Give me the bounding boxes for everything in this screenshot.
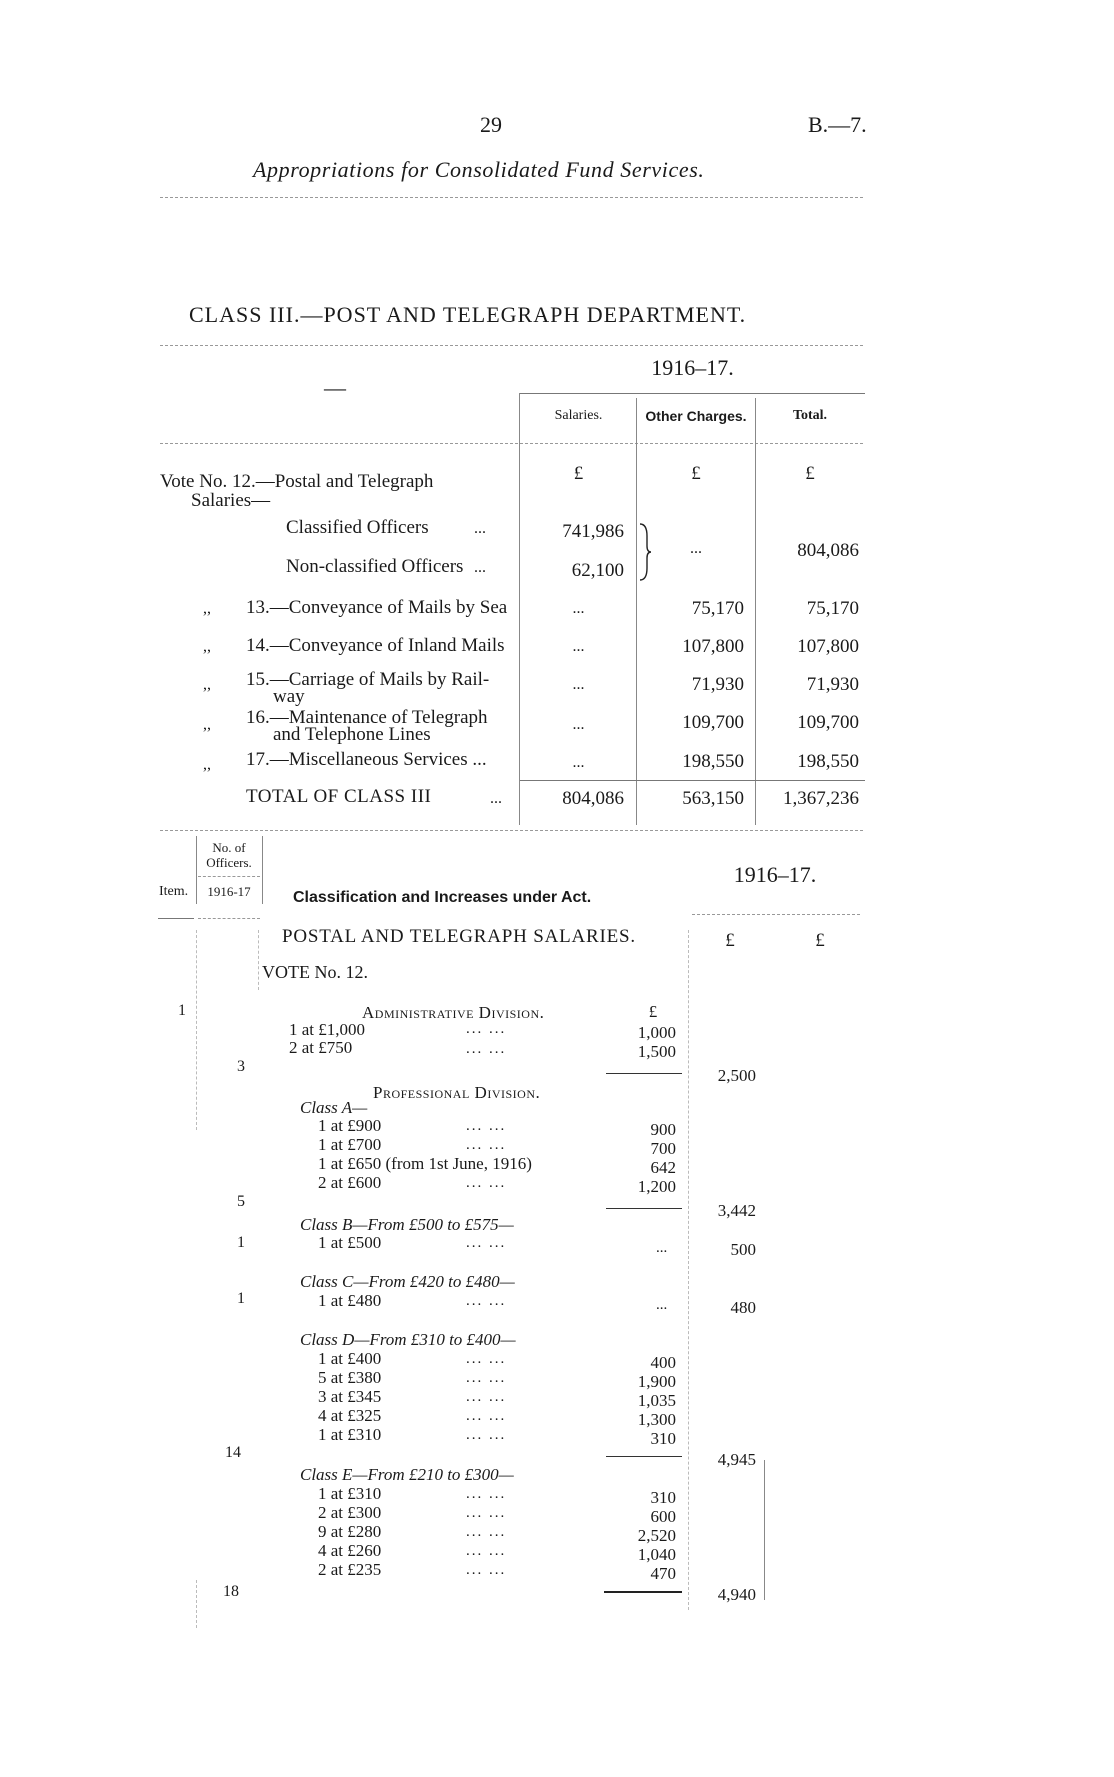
class-d-line-4-label: 4 at £325 [318,1406,382,1425]
ditto-mark: ,, [203,716,211,733]
currency-salaries: £ [573,463,584,484]
class-d-line-2-dots: ... ... [466,1370,507,1386]
class-d-line-3-label: 3 at £345 [318,1387,382,1406]
row-total: 71,930 [806,674,859,695]
brace-icon [638,522,652,582]
nonclassified-officers-label: Non-classified Officers [286,556,464,577]
class-c-amount-dots: ... [656,1297,668,1313]
class-e-line-5-label: 2 at £235 [318,1560,382,1579]
ditto-mark: ,, [203,638,211,655]
admin-line-2-amount: 1,500 [637,1042,676,1061]
professional-division-heading: Professional Division. [373,1083,541,1102]
class-c-heading: Class C—From £420 to £480— [300,1272,515,1291]
officers-header-line1: No. of [212,840,246,855]
class-d-subtotal-rule [606,1456,682,1457]
class-c-officers: 1 [237,1290,245,1307]
row-salaries: ... [572,638,585,655]
class-d-line-1-amount: 400 [650,1353,676,1372]
page-number: 29 [480,112,502,137]
row-label-cont: way [273,686,305,707]
class-e-officers: 18 [223,1583,239,1600]
class-a-heading: Class A— [300,1098,368,1117]
class-b-line-dots: ... ... [466,1235,507,1251]
class-d-line-2-amount: 1,900 [637,1372,676,1391]
currency-subtotal-col: £ [725,930,735,951]
admin-line-2-label: 2 at £750 [289,1038,353,1057]
col-total-header: Total. [792,408,828,423]
class-d-line-4-amount: 1,300 [637,1410,676,1429]
row-total: 107,800 [797,636,859,657]
nonclassified-officers-dots: ... [474,559,486,576]
currency-other: £ [691,463,701,484]
vote12-total: 804,086 [797,540,859,561]
class-d-line-5-dots: ... ... [466,1427,507,1443]
class-d-line-1-label: 1 at £400 [318,1349,382,1368]
admin-currency: £ [648,1002,658,1021]
total-row-label: TOTAL OF CLASS III [246,786,432,807]
class-a-line-2-label: 1 at £700 [318,1135,382,1154]
class-e-line-3-dots: ... ... [466,1524,507,1540]
class-c-amount: 480 [730,1298,756,1317]
col-other-charges-header: Other Charges. [645,408,747,424]
class-c-line-dots: ... ... [466,1293,507,1309]
section-title: POSTAL AND TELEGRAPH SALARIES. [282,926,636,947]
officers-col-rule [198,918,260,919]
row-label: 16.—Maintenance of Telegraph [246,707,488,728]
row-other-charges: 107,800 [682,636,744,657]
class-e-line-2-dots: ... ... [466,1505,507,1521]
class-e-line-5-amount: 470 [650,1564,676,1583]
header-rule [160,197,863,198]
class-b-line-label: 1 at £500 [318,1233,382,1252]
class-e-line-5-dots: ... ... [466,1562,507,1578]
item-number: 1 [178,1002,186,1019]
class-e-line-2-amount: 600 [650,1507,676,1526]
class-a-line-4-label: 2 at £600 [318,1173,382,1192]
admin-subtotal-rule [606,1073,682,1074]
classification-header: Classification and Increases under Act. [293,889,592,906]
detail-year-header: 1916–17. [733,862,817,887]
class-a-line-1-dots: ... ... [466,1118,507,1134]
total-salaries: 804,086 [562,788,624,809]
vote12-label-cont: Salaries— [191,490,271,511]
officers-header-line2: Officers. [206,855,252,870]
vote12-other-charges: ... [690,540,702,557]
officers-header-rule [198,876,260,877]
ditto-mark: ,, [203,600,211,617]
subtotal-col-right-rule [764,1460,765,1600]
row-salaries: ... [572,600,585,617]
ditto-mark: ,, [203,756,211,773]
class-a-line-3-label: 1 at £650 (from 1st June, 1916) [318,1154,532,1173]
class-a-subtotal: 3,442 [717,1201,756,1220]
summary-year: 1916–17. [651,355,734,380]
class-e-line-3-label: 9 at £280 [318,1522,382,1541]
class-b-amount: 500 [730,1240,756,1259]
class-e-line-4-dots: ... ... [466,1543,507,1559]
column-header-rule [160,443,863,444]
class-a-line-4-amount: 1,200 [637,1177,676,1196]
row-salaries: ... [572,676,585,693]
row-other-charges: 75,170 [691,598,744,619]
class-a-line-4-dots: ... ... [466,1175,507,1191]
grand-total: 1,367,236 [783,788,859,809]
officers-year-header: 1916-17 [207,884,251,899]
total-rule [520,780,865,781]
classified-officers-label: Classified Officers [286,517,429,538]
class-e-heading: Class E—From £210 to £300— [300,1465,514,1484]
class-e-subtotal: 4,940 [717,1585,756,1604]
class-b-officers: 1 [237,1234,245,1251]
class-d-heading: Class D—From £310 to £400— [300,1330,516,1349]
title-rule [160,345,863,346]
admin-line-1-dots: ... ... [466,1021,507,1037]
row-salaries: ... [572,754,585,771]
class-e-line-1-amount: 310 [650,1488,676,1507]
vote12-label: Vote No. 12.—Postal and Telegraph [160,471,434,492]
class-e-line-1-label: 1 at £310 [318,1484,382,1503]
blank-dash: — [324,375,346,400]
class-d-line-5-label: 1 at £310 [318,1425,382,1444]
class-b-heading: Class B—From £500 to £575— [300,1215,514,1234]
subtotal-col-left-rule [688,930,689,1610]
class-d-officers: 14 [225,1444,241,1461]
class-d-line-4-dots: ... ... [466,1408,507,1424]
class-a-line-2-dots: ... ... [466,1137,507,1153]
vote-label: VOTE No. 12. [262,962,368,982]
officers-col-divider [262,836,263,904]
year-rule [520,393,865,394]
row-total: 198,550 [797,751,859,772]
row-total: 109,700 [797,712,859,733]
class-d-line-3-amount: 1,035 [637,1391,676,1410]
row-other-charges: 109,700 [682,712,744,733]
class-c-line-label: 1 at £480 [318,1291,382,1310]
class-a-officers: 5 [237,1193,245,1210]
admin-officers: 3 [237,1058,245,1075]
year-header-rule [692,914,860,915]
ditto-mark: ,, [203,676,211,693]
row-label: 13.—Conveyance of Mails by Sea [246,597,508,618]
class-b-amount-dots: ... [656,1240,668,1256]
class-title: CLASS III.—POST AND TELEGRAPH DEPARTMENT. [189,302,747,327]
class-a-line-1-label: 1 at £900 [318,1116,382,1135]
currency-total: £ [805,463,815,484]
page-subtitle: Appropriations for Consolidated Fund Services. [253,157,705,182]
officers-col-left-rule-lower [196,1580,197,1628]
officers-col-left-rule [196,930,197,1130]
admin-line-1-label: 1 at £1,000 [289,1020,366,1039]
total-other-charges: 563,150 [682,788,744,809]
row-other-charges: 198,550 [682,751,744,772]
class-d-line-2-label: 5 at £380 [318,1368,382,1387]
class-e-line-3-amount: 2,520 [637,1526,676,1545]
item-column-header: Item. [159,884,189,899]
admin-subtotal: 2,500 [717,1066,756,1085]
total-row-dots: ... [490,790,502,807]
class-e-line-1-dots: ... ... [466,1486,507,1502]
row-salaries: ... [572,716,585,733]
class-e-line-4-amount: 1,040 [637,1545,676,1564]
class-a-line-3-amount: 642 [650,1158,676,1177]
class-a-line-2-amount: 700 [650,1139,676,1158]
class-e-line-4-label: 4 at £260 [318,1541,382,1560]
row-label: 15.—Carriage of Mails by Rail- [246,669,490,690]
class-e-subtotal-rule [604,1591,682,1593]
row-total: 75,170 [806,598,859,619]
classified-officers-dots: ... [474,520,486,537]
admin-division-heading: Administrative Division. [362,1003,545,1022]
class-d-line-1-dots: ... ... [466,1351,507,1367]
row-other-charges: 71,930 [691,674,744,695]
summary-bottom-rule [160,830,863,831]
row-label: 17.—Miscellaneous Services ... [246,749,487,770]
class-a-line-1-amount: 900 [650,1120,676,1139]
officers-col-right-rule [258,930,259,990]
class-a-subtotal-rule [606,1208,682,1209]
row-label-cont: and Telephone Lines [273,724,431,745]
class-e-line-2-label: 2 at £300 [318,1503,382,1522]
item-header-rule [158,918,194,919]
currency-total-col: £ [815,930,825,951]
class-d-line-5-amount: 310 [650,1429,676,1448]
row-label: 14.—Conveyance of Inland Mails [246,635,505,656]
admin-line-1-amount: 1,000 [637,1023,676,1042]
class-d-subtotal: 4,945 [717,1450,756,1469]
nonclassified-officers-salaries: 62,100 [571,560,624,581]
document-reference: B.—7. [808,112,867,137]
admin-line-2-dots: ... ... [466,1041,507,1057]
col-salaries-header: Salaries. [554,408,603,423]
class-d-line-3-dots: ... ... [466,1389,507,1405]
classified-officers-salaries: 741,986 [562,521,624,542]
